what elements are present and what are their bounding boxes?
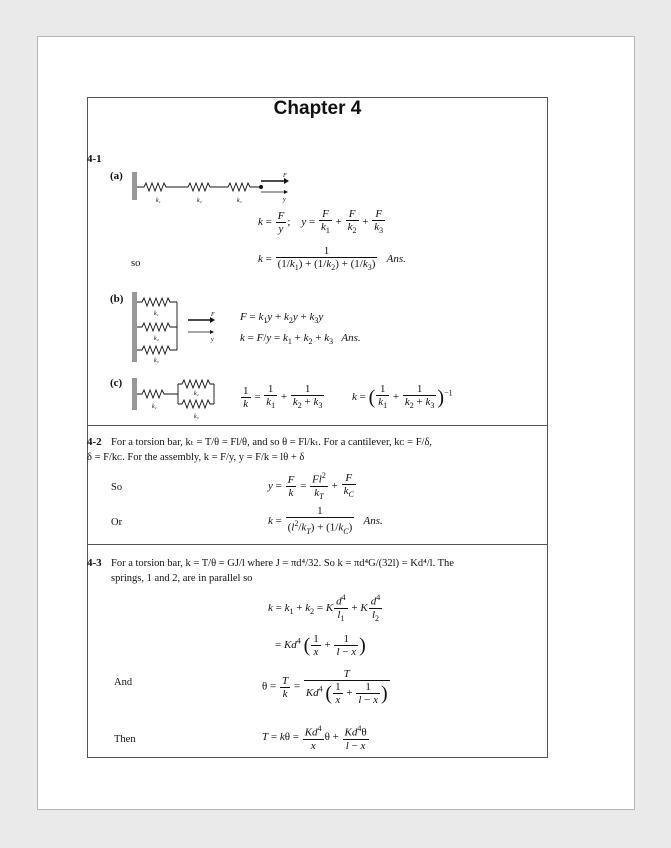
eq-4-3-2: = $Kd^4$ ( $\frac{1}{x}$ + $\frac{1}{l - x}$ ) bbox=[275, 633, 366, 658]
eq-4-2-2: k = $\frac{1}{(l^2/k_T) + (1/k_C)}$ Ans. bbox=[268, 505, 383, 536]
text-4-3-line1: For a torsion bar, k = T/θ = GJ/l where J = πd⁴/32. So k = πd⁴G/(32l) = Kd⁴/l. The bbox=[111, 558, 454, 569]
text-4-3-line2: springs, 1 and 2, are in parallel so bbox=[111, 573, 253, 584]
problem-number-4-2: 4-2 bbox=[87, 436, 102, 448]
spring-series-path bbox=[137, 183, 260, 191]
word-then-4-3: Then bbox=[114, 734, 136, 745]
svg-text:k₁: k₁ bbox=[152, 404, 157, 410]
displacement-label: y bbox=[283, 197, 286, 203]
eq-4-1c-1: $\frac{1}{k}$ = $\frac{1}{k_1}$ + $\frac{1}{k_2 + k_3}$ bbox=[243, 383, 323, 411]
k3-label: k₃ bbox=[237, 198, 242, 204]
eq-4-3-4: T = kθ = $\frac{Kd^4}{x}$ θ + $\frac{Kd^4\theta}{l - x}$ bbox=[262, 724, 367, 752]
word-or-4-2: Or bbox=[111, 517, 123, 528]
wall bbox=[132, 172, 137, 200]
problem-number-4-1: 4-1 bbox=[87, 153, 102, 165]
eq-4-1b-1: $F = k_1y + k_2y + k_3y$ bbox=[240, 311, 324, 326]
k1-label: k₁ bbox=[156, 198, 161, 204]
part-b-label: (b) bbox=[110, 293, 124, 305]
svg-text:F: F bbox=[211, 312, 215, 318]
eq-4-3-3: θ = $\frac{T}{k}$ = T Kd$^4$ ( $\frac{1}{x}$ + $\frac{1}{l - x}$ ) bbox=[262, 668, 388, 706]
parallel-springs-diagram bbox=[128, 290, 223, 365]
word-and-4-3: And bbox=[114, 677, 133, 688]
part-c-label: (c) bbox=[110, 377, 123, 389]
page-title: Chapter 4 bbox=[273, 98, 362, 119]
wall bbox=[132, 378, 137, 410]
ans-4-1b: Ans. bbox=[341, 332, 361, 344]
eq-4-2-1: y = $\frac{F}{k}$ = $\frac{Fl^2}{k_T}$ + $\frac{F}{k_C}$ bbox=[268, 471, 354, 501]
end-node bbox=[259, 185, 263, 189]
divider-4-2 bbox=[87, 425, 548, 426]
series-springs-diagram bbox=[128, 168, 298, 208]
svg-text:k₃: k₃ bbox=[154, 358, 159, 364]
eq-4-1a-2: k = $\frac{1}{(1/k_1) + (1/k_2) + (1/k_3)}$ Ans. bbox=[258, 245, 406, 273]
eq-4-1b-2: $k = F/y = k_1 + k_2 + k_3$ Ans. bbox=[240, 332, 361, 347]
wall bbox=[132, 292, 137, 362]
ans-4-1a: Ans. bbox=[386, 253, 406, 266]
eq-4-1a-1: k = $\frac{F}{y}$ ; y = $\frac{F}{k_1}$ + $\frac{F}{k_2}$ + $\frac{F}{k_3}$ bbox=[258, 208, 384, 236]
svg-text:k₂: k₂ bbox=[154, 336, 159, 342]
svg-text:k₃: k₃ bbox=[194, 414, 199, 420]
k2-label: k₂ bbox=[197, 198, 202, 204]
text-4-2-line1: For a torsion bar, kₜ = T/θ = Fl/θ, and so θ = Fl/kₜ. For a cantilever, kᴄ = F/δ, bbox=[111, 437, 433, 448]
svg-text:y: y bbox=[211, 337, 214, 343]
text-4-2-line2: δ = F/kᴄ. For the assembly, k = F/y, y = F/k = lθ + δ bbox=[87, 452, 305, 463]
eq-4-1c-2: k = ( $\frac{1}{k_1}$ + $\frac{1}{k_2 + k_3}$ )$^{-1}$ bbox=[352, 383, 453, 411]
problem-number-4-3: 4-3 bbox=[87, 557, 102, 569]
word-so-4-2: So bbox=[111, 482, 123, 493]
part-a-label: (a) bbox=[110, 170, 123, 182]
divider-4-3 bbox=[87, 544, 548, 545]
eq-4-3-1: $k = k_1 + k_2 = K$ $\frac{d^4}{l_1}$ + K $\frac{d^4}{l_2}$ bbox=[268, 593, 381, 623]
svg-text:k₁: k₁ bbox=[154, 311, 159, 317]
word-so-4-1: so bbox=[131, 258, 141, 269]
force-label: F bbox=[283, 173, 287, 179]
svg-text:k₂: k₂ bbox=[194, 391, 199, 397]
ans-4-2: Ans. bbox=[363, 514, 383, 527]
combined-springs-diagram bbox=[128, 375, 228, 420]
